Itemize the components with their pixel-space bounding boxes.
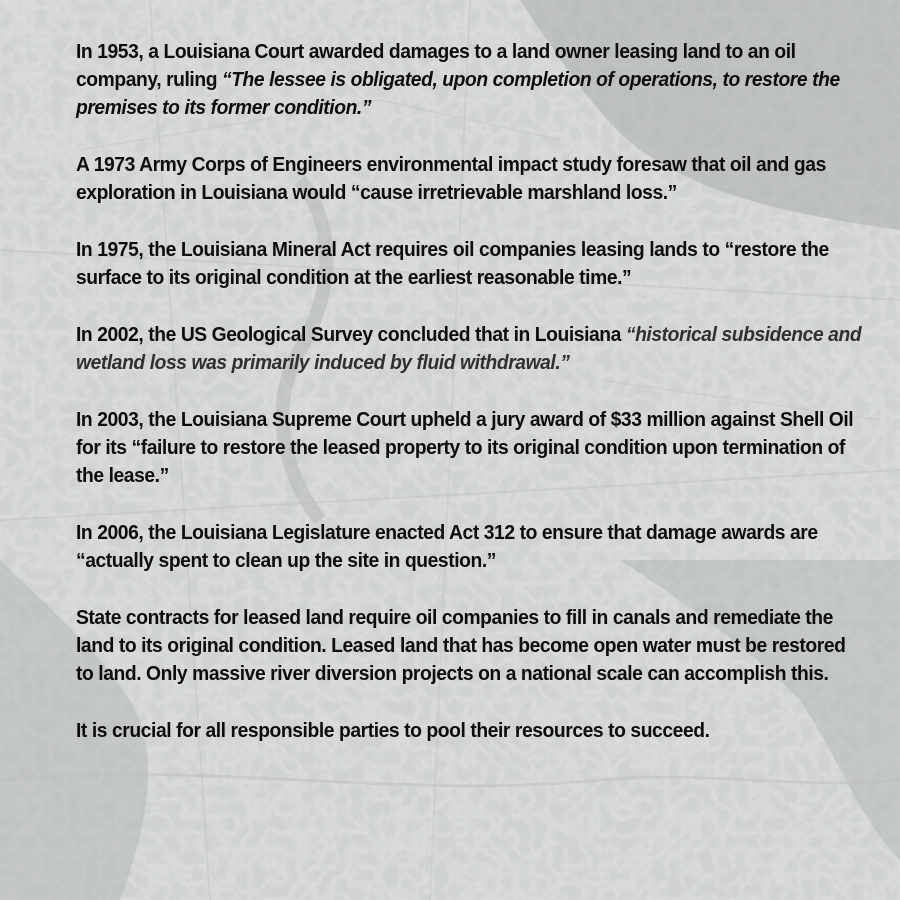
paragraph-state-contracts (76, 604, 866, 688)
paragraph-1973 (76, 151, 866, 207)
paragraph-1953-text: In 1953, a Louisiana Court awarded damages to a land owner leasing land to an oil company, ruling (76, 40, 796, 91)
paragraph-2003-text: In 2003, the Louisiana Supreme Court upheld a jury award of $33 million against Shell Oil for its “failure to restore the leased property to its original condition upon termination of the lease.” (76, 408, 854, 487)
paragraph-conclusion-text: It is crucial for all responsible parties to pool their resources to succeed. (76, 719, 710, 742)
paragraph-1975-text: In 1975, the Louisiana Mineral Act requires oil companies leasing lands to “restore the surface to its original condition at the earliest reasonable time.” (76, 238, 829, 289)
paragraph-2006-text: In 2006, the Louisiana Legislature enacted Act 312 to ensure that damage awards are “actually spent to clean up the site in question.” (76, 521, 818, 572)
paragraph-2002-quote: “historical subsidence and wetland loss was primarily induced by fluid withdrawal.” (76, 323, 862, 374)
paragraph-state-contracts-text: State contracts for leased land require oil companies to fill in canals and remediate the land to its original condition. Leased land that has become open water must be restored to land. Only massive river diversion projects on a national scale can accomplish this. (76, 606, 846, 685)
paragraph-1953-quote: “The lessee is obligated, upon completion of operations, to restore the premises to its former condition.” (76, 68, 840, 119)
timeline-text-block (76, 38, 866, 774)
paragraph-2006 (76, 519, 866, 575)
paragraph-2003 (76, 406, 866, 490)
paragraph-1953 (76, 38, 866, 122)
paragraph-1975 (76, 236, 866, 292)
paragraph-1973-text: A 1973 Army Corps of Engineers environmental impact study foresaw that oil and gas exploration in Louisiana would “cause irretrievable marshland loss.” (76, 153, 826, 204)
paragraph-conclusion (76, 717, 866, 745)
paragraph-2002-text: In 2002, the US Geological Survey concluded that in Louisiana (76, 323, 626, 346)
paragraph-2002 (76, 321, 866, 377)
